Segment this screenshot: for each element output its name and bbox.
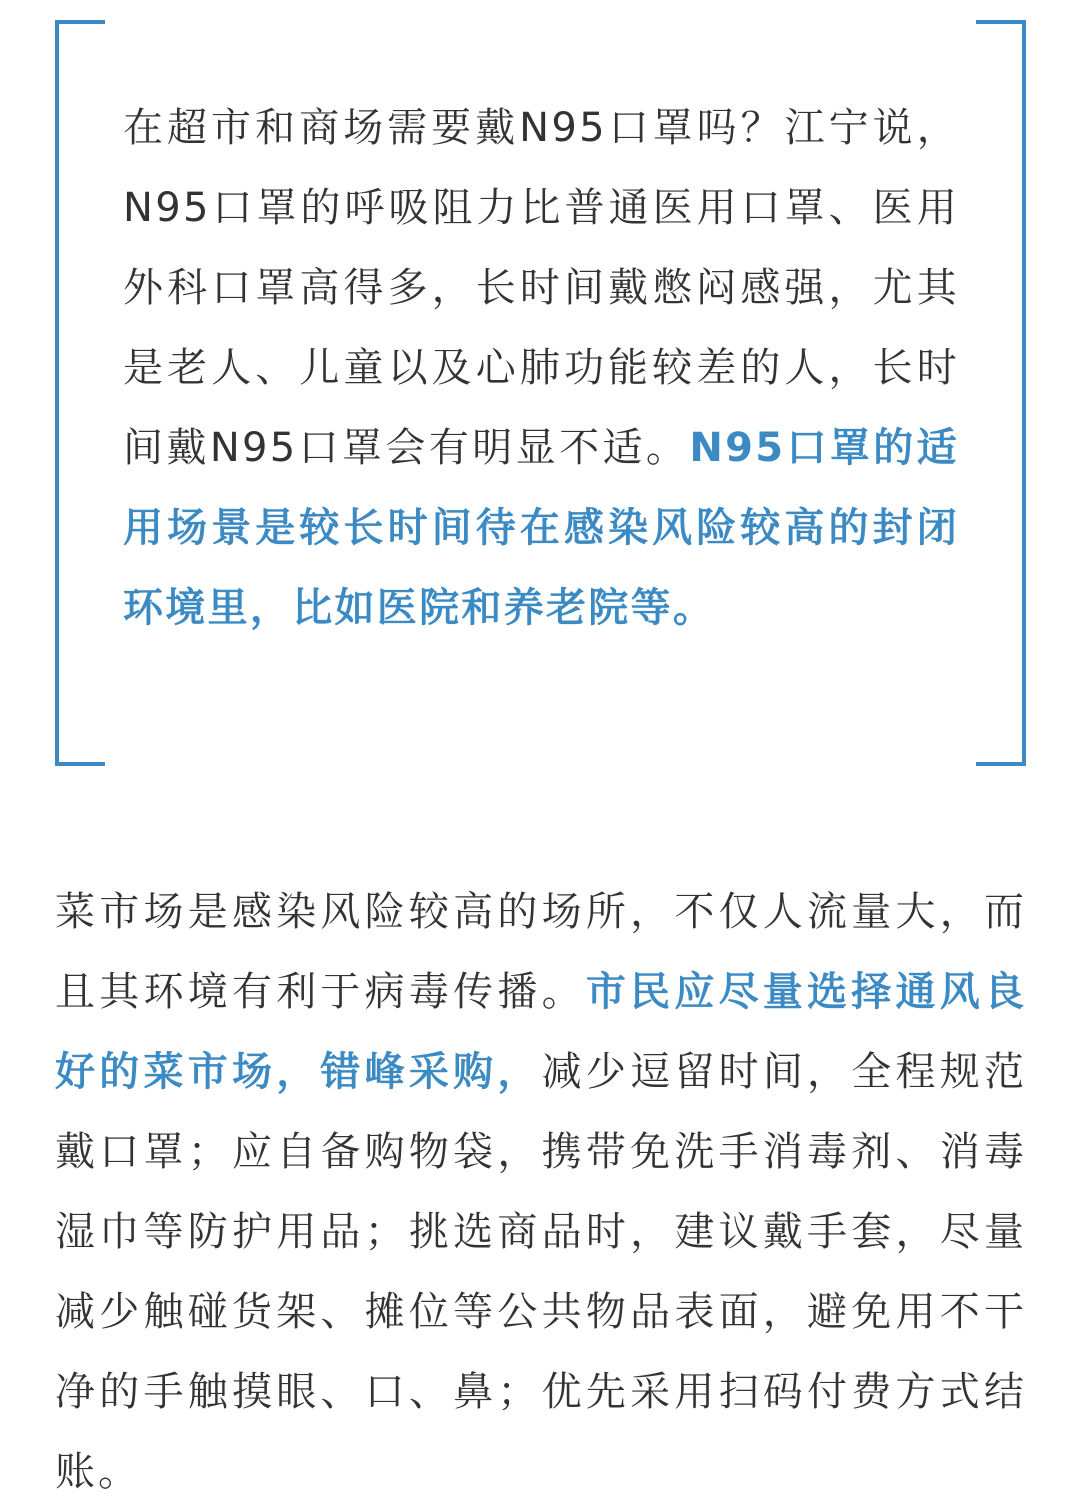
left-bracket-decoration (55, 20, 105, 766)
quote-box (55, 20, 1026, 766)
quote-text-plain: 在超市和商场需要戴N95口罩吗？江宁说，N95口罩的呼吸阻力比普通医用口罩、医用外科口罩高得多，长时间戴憋闷感强，尤其是老人、儿童以及心肺功能较差的人，长时间戴N95口罩会有明显不适。 (123, 105, 959, 471)
body-paragraph (55, 872, 1027, 1512)
body-text-highlight: 市民应尽量选择通风良好的菜市场，错峰采购， (55, 969, 1028, 1095)
body-text-plain-2: 减少逗留时间，全程规范戴口罩；应自备购物袋，携带免洗手消毒剂、消毒湿巾等防护用品；挑选商品时，建议戴手套，尽量减少触碰货架、摊位等公共物品表面，避免用不干净的手触摸眼、口、鼻；优先采用扫码付费方式结账。 (55, 1049, 1028, 1495)
quote-text-highlight: N95口罩的适用场景是较长时间待在感染风险较高的封闭环境里，比如医院和养老院等。 (123, 425, 959, 631)
quote-paragraph (123, 88, 959, 648)
body-text-plain-1: 菜市场是感染风险较高的场所，不仅人流量大，而且其环境有利于病毒传播。 (55, 889, 1027, 1015)
right-bracket-decoration (976, 20, 1026, 766)
